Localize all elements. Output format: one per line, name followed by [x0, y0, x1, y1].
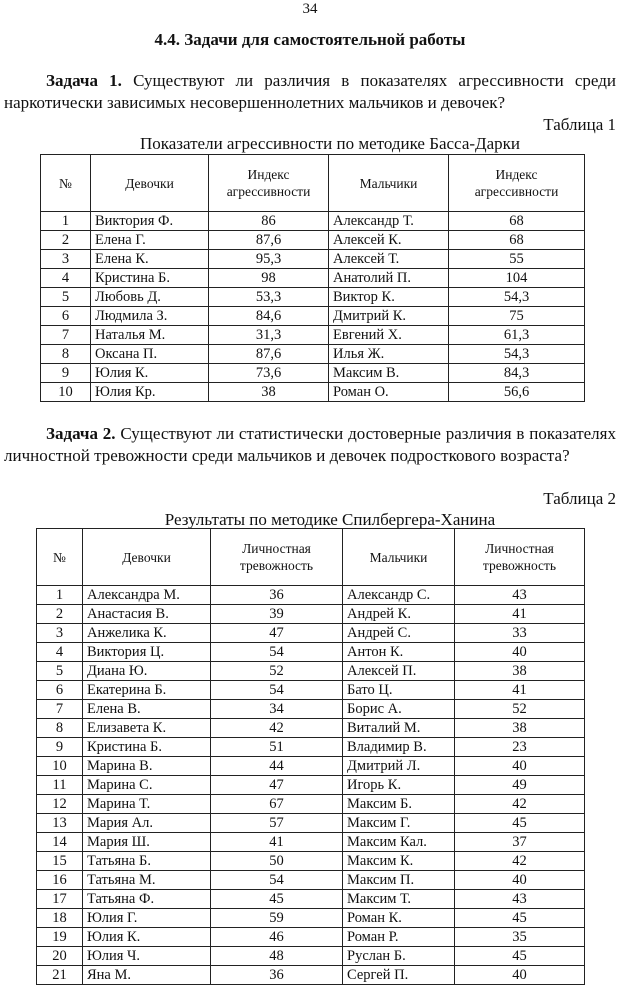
table-cell: 56,6: [449, 383, 585, 402]
column-header: Личностная тревожность: [211, 529, 343, 586]
table-cell: 34: [211, 700, 343, 719]
table-cell: Максим К.: [343, 852, 455, 871]
table-cell: 48: [211, 947, 343, 966]
table-cell: 33: [455, 624, 585, 643]
table-cell: 20: [37, 947, 83, 966]
table-cell: Юлия К.: [91, 364, 209, 383]
column-header: Личностная тревожность: [455, 529, 585, 586]
task-1-text: Существуют ли различия в показателях агрессивности среди наркотически зависимых несовершеннолетних мальчиков и девочек?: [4, 71, 616, 112]
table-cell: Виктория Ф.: [91, 212, 209, 231]
table-cell: 54: [211, 643, 343, 662]
table-cell: 10: [37, 757, 83, 776]
table-cell: 16: [37, 871, 83, 890]
table-cell: Руслан Б.: [343, 947, 455, 966]
table-cell: 84,3: [449, 364, 585, 383]
table-cell: 52: [211, 662, 343, 681]
table-row: [37, 719, 585, 738]
table-row: [37, 624, 585, 643]
table-cell: 11: [37, 776, 83, 795]
table-row: [37, 662, 585, 681]
table-row: [37, 795, 585, 814]
table-2-body: [37, 586, 585, 985]
table-cell: 38: [209, 383, 329, 402]
table-2-header-row: [37, 529, 585, 586]
table-cell: Кристина Б.: [91, 269, 209, 288]
table-row: [41, 288, 585, 307]
table-cell: 61,3: [449, 326, 585, 345]
table-row: [37, 833, 585, 852]
table-row: [41, 345, 585, 364]
table-cell: Бато Ц.: [343, 681, 455, 700]
table-cell: 12: [37, 795, 83, 814]
table-cell: 5: [37, 662, 83, 681]
table-cell: Илья Ж.: [329, 345, 449, 364]
table-row: [37, 909, 585, 928]
table-cell: 42: [455, 795, 585, 814]
table-cell: Анатолий П.: [329, 269, 449, 288]
table-cell: Роман К.: [343, 909, 455, 928]
table-cell: 53,3: [209, 288, 329, 307]
table-cell: Евгений Х.: [329, 326, 449, 345]
table-row: [41, 269, 585, 288]
table-cell: 40: [455, 966, 585, 985]
table-cell: 87,6: [209, 231, 329, 250]
table-cell: Елена К.: [91, 250, 209, 269]
table-row: [37, 757, 585, 776]
table-cell: Татьяна Ф.: [83, 890, 211, 909]
table-cell: Владимир В.: [343, 738, 455, 757]
table-cell: Александра М.: [83, 586, 211, 605]
table-row: [41, 212, 585, 231]
table-cell: Андрей К.: [343, 605, 455, 624]
table-cell: 41: [211, 833, 343, 852]
table-cell: Алексей Т.: [329, 250, 449, 269]
table-cell: Игорь К.: [343, 776, 455, 795]
table-cell: 42: [211, 719, 343, 738]
table-row: [41, 383, 585, 402]
table-1-header-row: [41, 155, 585, 212]
table-cell: Максим Т.: [343, 890, 455, 909]
table-cell: 10: [41, 383, 91, 402]
table-row: [37, 852, 585, 871]
table-cell: Максим П.: [343, 871, 455, 890]
table-cell: 17: [37, 890, 83, 909]
table-cell: 9: [37, 738, 83, 757]
table-cell: 14: [37, 833, 83, 852]
task-1-paragraph: [4, 70, 616, 114]
table-cell: 45: [455, 947, 585, 966]
table-cell: 55: [449, 250, 585, 269]
table-cell: 8: [41, 345, 91, 364]
table-cell: 59: [211, 909, 343, 928]
table-cell: Людмила З.: [91, 307, 209, 326]
table-cell: Юлия Г.: [83, 909, 211, 928]
table-cell: Марина С.: [83, 776, 211, 795]
table-cell: 36: [211, 586, 343, 605]
table-cell: 4: [41, 269, 91, 288]
table-row: [37, 776, 585, 795]
table-cell: 67: [211, 795, 343, 814]
table-cell: 47: [211, 624, 343, 643]
table-row: [37, 738, 585, 757]
table-cell: Анастасия В.: [83, 605, 211, 624]
table-cell: 38: [455, 662, 585, 681]
table-cell: Наталья М.: [91, 326, 209, 345]
table-cell: Роман О.: [329, 383, 449, 402]
column-header: Мальчики: [343, 529, 455, 586]
table-cell: 40: [455, 871, 585, 890]
table-1: [40, 154, 585, 402]
table-row: [41, 326, 585, 345]
table-2-caption: Результаты по методике Спилбергера-Ханина: [164, 510, 496, 529]
table-cell: Любовь Д.: [91, 288, 209, 307]
table-cell: 38: [455, 719, 585, 738]
task-2-label: Задача 2.: [46, 424, 116, 443]
table-cell: 2: [37, 605, 83, 624]
task-1-label: Задача 1.: [46, 71, 122, 90]
table-cell: Юлия Ч.: [83, 947, 211, 966]
column-header: Мальчики: [329, 155, 449, 212]
table-cell: 54,3: [449, 288, 585, 307]
table-cell: 6: [37, 681, 83, 700]
table-cell: 35: [455, 928, 585, 947]
table-cell: Виктор К.: [329, 288, 449, 307]
table-cell: Алексей П.: [343, 662, 455, 681]
column-header: №: [41, 155, 91, 212]
table-cell: 87,6: [209, 345, 329, 364]
table-cell: 36: [211, 966, 343, 985]
table-cell: 49: [455, 776, 585, 795]
table-cell: 45: [455, 814, 585, 833]
table-cell: 75: [449, 307, 585, 326]
table-cell: 45: [211, 890, 343, 909]
table-cell: 39: [211, 605, 343, 624]
table-row: [37, 605, 585, 624]
column-header: Девочки: [83, 529, 211, 586]
column-header: Индекс агрессивности: [449, 155, 585, 212]
table-cell: Анжелика К.: [83, 624, 211, 643]
table-row: [37, 643, 585, 662]
table-row: [41, 250, 585, 269]
table-1-body: [41, 212, 585, 402]
table-cell: 68: [449, 231, 585, 250]
table-cell: Елена В.: [83, 700, 211, 719]
table-cell: 47: [211, 776, 343, 795]
table-row: [37, 814, 585, 833]
column-header: №: [37, 529, 83, 586]
task-2-text: Существуют ли статистически достоверные различия в показателях личностной тревожности среди мальчиков и девочек подросткового возраста?: [4, 424, 616, 465]
table-cell: 40: [455, 757, 585, 776]
table-cell: Диана Ю.: [83, 662, 211, 681]
table-cell: Мария Ш.: [83, 833, 211, 852]
table-cell: Максим Кал.: [343, 833, 455, 852]
table-cell: Кристина Б.: [83, 738, 211, 757]
table-row: [41, 307, 585, 326]
table-cell: 41: [455, 681, 585, 700]
table-row: [37, 871, 585, 890]
table-cell: 46: [211, 928, 343, 947]
table-cell: Виктория Ц.: [83, 643, 211, 662]
table-cell: Мария Ал.: [83, 814, 211, 833]
table-cell: 54: [211, 871, 343, 890]
table-cell: 8: [37, 719, 83, 738]
table-cell: Елена Г.: [91, 231, 209, 250]
table-row: [37, 586, 585, 605]
column-header: Девочки: [91, 155, 209, 212]
table-cell: 1: [41, 212, 91, 231]
table-cell: 31,3: [209, 326, 329, 345]
table-cell: Екатерина Б.: [83, 681, 211, 700]
table-row: [37, 947, 585, 966]
table-cell: Роман Р.: [343, 928, 455, 947]
table-cell: 9: [41, 364, 91, 383]
table-row: [37, 700, 585, 719]
table-cell: 37: [455, 833, 585, 852]
table-cell: 21: [37, 966, 83, 985]
table-row: [37, 928, 585, 947]
table-cell: Александр С.: [343, 586, 455, 605]
table-cell: 5: [41, 288, 91, 307]
table-cell: Антон К.: [343, 643, 455, 662]
table-row: [41, 364, 585, 383]
table-cell: 43: [455, 890, 585, 909]
table-cell: Оксана П.: [91, 345, 209, 364]
table-cell: Татьяна М.: [83, 871, 211, 890]
table-cell: Виталий М.: [343, 719, 455, 738]
table-cell: 7: [37, 700, 83, 719]
table-cell: Марина В.: [83, 757, 211, 776]
table-cell: Юлия Кр.: [91, 383, 209, 402]
table-cell: Яна М.: [83, 966, 211, 985]
page-number: 34: [302, 1, 318, 17]
table-cell: Александр Т.: [329, 212, 449, 231]
task-2-paragraph: [4, 423, 616, 467]
table-cell: 84,6: [209, 307, 329, 326]
table-cell: 44: [211, 757, 343, 776]
table-cell: Дмитрий К.: [329, 307, 449, 326]
table-2-number: Таблица 2: [543, 489, 616, 508]
table-cell: Андрей С.: [343, 624, 455, 643]
table-cell: 43: [455, 586, 585, 605]
table-cell: 54,3: [449, 345, 585, 364]
table-cell: Юлия К.: [83, 928, 211, 947]
table-1-caption: Показатели агрессивности по методике Басса-Дарки: [139, 134, 521, 153]
table-row: [41, 231, 585, 250]
table-cell: Максим Г.: [343, 814, 455, 833]
table-2: [36, 528, 585, 985]
table-cell: 52: [455, 700, 585, 719]
table-cell: 7: [41, 326, 91, 345]
table-cell: 23: [455, 738, 585, 757]
table-cell: Дмитрий Л.: [343, 757, 455, 776]
table-cell: 98: [209, 269, 329, 288]
table-cell: Елизавета К.: [83, 719, 211, 738]
table-cell: 68: [449, 212, 585, 231]
table-cell: Татьяна Б.: [83, 852, 211, 871]
table-1-number: Таблица 1: [543, 115, 616, 134]
table-cell: Алексей К.: [329, 231, 449, 250]
table-cell: 13: [37, 814, 83, 833]
table-cell: 40: [455, 643, 585, 662]
table-row: [37, 681, 585, 700]
table-cell: Максим В.: [329, 364, 449, 383]
section-title: 4.4. Задачи для самостоятельной работы: [154, 30, 466, 49]
table-cell: Максим Б.: [343, 795, 455, 814]
table-cell: 104: [449, 269, 585, 288]
table-cell: 4: [37, 643, 83, 662]
column-header: Индекс агрессивности: [209, 155, 329, 212]
table-cell: 54: [211, 681, 343, 700]
table-cell: 45: [455, 909, 585, 928]
table-cell: 15: [37, 852, 83, 871]
table-cell: Борис А.: [343, 700, 455, 719]
table-cell: 73,6: [209, 364, 329, 383]
table-cell: Марина Т.: [83, 795, 211, 814]
table-row: [37, 966, 585, 985]
table-cell: 86: [209, 212, 329, 231]
table-cell: 19: [37, 928, 83, 947]
table-cell: Сергей П.: [343, 966, 455, 985]
table-cell: 51: [211, 738, 343, 757]
table-cell: 6: [41, 307, 91, 326]
table-cell: 42: [455, 852, 585, 871]
table-cell: 3: [37, 624, 83, 643]
table-cell: 95,3: [209, 250, 329, 269]
table-cell: 57: [211, 814, 343, 833]
table-cell: 50: [211, 852, 343, 871]
table-cell: 3: [41, 250, 91, 269]
table-cell: 18: [37, 909, 83, 928]
table-cell: 1: [37, 586, 83, 605]
table-cell: 41: [455, 605, 585, 624]
table-cell: 2: [41, 231, 91, 250]
table-row: [37, 890, 585, 909]
